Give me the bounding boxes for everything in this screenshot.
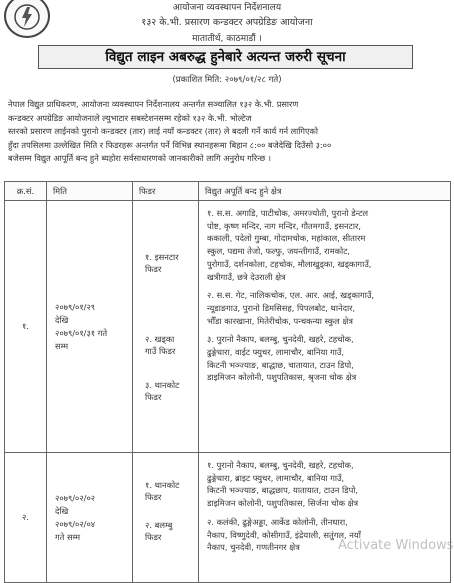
area-line: खत्रीगाउँ, छत्रे देउराली क्षेत्र xyxy=(207,271,286,282)
area-item xyxy=(207,333,446,384)
area-item xyxy=(207,289,446,327)
date-line: २०७९/०१/३१ गते xyxy=(55,327,108,338)
area-line: किटनी भञ्ज्याङ, बाद्धाछ, चातायात, टाउन डिपो, xyxy=(207,359,354,370)
area-line: नैकाप, चुनदेवी, गणतीनगर क्षेत्र xyxy=(207,542,300,553)
table-header-row xyxy=(5,182,451,201)
area-line: न्यूडाङगाउ, पुरानो डिमसिसह, पिपलबोट, थानेदार, xyxy=(207,302,356,313)
area-line: डाइमिजन कोलोनी, पशुपतिकास, सिर्जना चोक क्षेत्र xyxy=(207,498,359,509)
feeder-suffix: फिडर xyxy=(145,492,162,502)
area-line: १. पुरानो नैकाप, बलम्बु, चुनदेवी, खहरे, टहचोक, xyxy=(207,460,354,470)
date-line: २०७९/०२/०२ xyxy=(55,492,96,503)
row-serial: १. xyxy=(5,201,47,453)
column-header-sn: क्र.सं. xyxy=(5,182,47,201)
directorate-name: आयोजना व्यवस्थापन निर्देशनालय xyxy=(172,3,282,13)
area-line: स्कुल, पद्यमा तेजो, फल्फु, जयन्तीगाउँ, रामकोट, xyxy=(207,246,351,257)
area-line: ढुङ्गेधारा, ब्राइट फ्युचर, लामाचौर, बानिया गाउँ, xyxy=(207,472,345,483)
table-row xyxy=(5,453,451,583)
feeder-item xyxy=(145,379,198,403)
feeder-suffix: फिडर xyxy=(145,532,162,542)
feeder-item xyxy=(145,519,198,543)
project-name: १३२ के.भी. प्रसारण कन्डक्टर अपग्रेडिङ आयोजना xyxy=(141,17,313,28)
area-line: भौँडा कारखाना, मितेरीचोक, पन्चकन्या स्कुल क्षेत्र xyxy=(207,315,353,326)
notice-title: विद्युत लाइन अबरुद्ध हुनेबारे अत्यन्त जरुरी सूचना xyxy=(38,45,413,69)
area-item xyxy=(207,207,446,283)
row-areas xyxy=(199,453,454,583)
date-line: सम्म xyxy=(55,340,69,351)
column-header-feeder: फिडर xyxy=(133,182,199,201)
area-line: १. स.स. अगाडि, पाटीचोक, अमरज्योती, पुरानो डेन्टल xyxy=(207,208,369,218)
area-line: २. स.स. गेट, नालिकचोक, एल. आर. आई, खड्कागाउँ, xyxy=(207,290,375,301)
row-areas xyxy=(199,201,451,453)
row-feeders xyxy=(133,453,199,583)
notice-body-line: नेपाल विद्युत प्राधिकरण, आयोजना व्यवस्थापन निर्देशनालय अन्तर्गत सञ्चालित १३२ के.भी. प्रसारण xyxy=(8,99,299,109)
date-line: देखि xyxy=(55,505,69,516)
area-line: पोष्ट, कृष्ण मन्दिर, नाग मन्दिर, गौतमगाउँ, इसनटार, xyxy=(207,220,362,231)
feeder-suffix: गाउँ फिडर xyxy=(145,346,176,356)
notice-body-line: बजेसम्म विद्युत आपूर्ति बन्द हुने ब्यहोरा सर्वसाधारणको जानकारीको लागि अनुरोध गरिन्छ । xyxy=(8,153,272,163)
office-address: मातातीर्थ, काठमाडौं । xyxy=(192,34,262,44)
feeder-name: २. बलम्बु xyxy=(145,520,173,530)
publish-date: (प्रकाशित मिति: २०७९/०१/२८ गते) xyxy=(172,75,282,85)
feeder-suffix: फिडर xyxy=(145,392,162,402)
feeder-item xyxy=(145,333,198,357)
area-line: किटनी भञ्ज्याङ, बाद्धछाप, यातायात, टाउन डिपो, xyxy=(207,485,359,496)
area-line: ढुङ्गेधारा, वाईट फ्युचर, लामाचौर, बानिया गाउँ, xyxy=(207,347,345,358)
activation-watermark: Activate Windows xyxy=(338,538,454,553)
date-line: गते सम्म xyxy=(55,531,81,542)
letterhead xyxy=(0,0,454,50)
feeder-name: ३. थानकोट xyxy=(145,380,180,390)
notice-body-line: कन्डक्टर अपग्रेडिङ आयोजनाले ल्युभाटार सबस्टेशनसम्म रहेको १३२ के.भी. भोल्टेज xyxy=(8,112,252,123)
row-date xyxy=(47,453,133,583)
feeder-name: १. इसनटार xyxy=(145,252,179,262)
row-date xyxy=(47,201,133,453)
area-item xyxy=(207,459,446,510)
area-line: पुरोगाउँ, दर्शनकोला, टहचोक, मौलाखुड्का, खड्कागाउँ, xyxy=(207,258,372,269)
row-serial: २. xyxy=(5,453,47,583)
area-line: २. कलंकी, ढुङ्गेअड्डा, आर्केड कोलोनी, तीनधारा, xyxy=(207,516,348,527)
area-line: डाइमिजन कोलोनी, पशुपतिकास, श्रृजना चोक क्षेत्र xyxy=(207,372,357,383)
date-line: २०७९/०२/०४ xyxy=(55,518,96,529)
notice-body-line: स्तरको प्रसारण लाईनको पुरानो कन्डक्टर (तार) लाई नयाँ कन्डक्टर (तार) ले बदली गर्ने कार्य गर्न लागिएको xyxy=(8,126,318,136)
row-feeders xyxy=(133,201,199,453)
outage-schedule-table xyxy=(4,181,454,583)
area-line: ३. पुरानो नैकाप, बलम्बु, चुनदेवी, खहरे, टहचोक, xyxy=(207,334,354,345)
column-header-area: विद्युत अपूर्ति बन्द हुने क्षेत्र xyxy=(199,182,451,201)
notice-body-line: हुँदा तपसिलमा उल्लेखित मिति र फिडरहरू अन्तर्गत पर्ने विभिन्न स्थानहरूमा बिहान ८:०० बजेदेखि दिउँसो ३:०० xyxy=(8,139,332,150)
feeder-item xyxy=(145,479,198,503)
feeder-name: २. खड्का xyxy=(145,334,175,344)
notice-body xyxy=(8,98,448,166)
table-row xyxy=(5,201,451,453)
column-header-date: मिति xyxy=(47,182,133,201)
feeder-name: १. थानकोट xyxy=(145,480,180,490)
date-line: देखि xyxy=(55,314,69,325)
area-line: ककाली, पदेलो गुम्बा, गोदामचोक, महांकाल, सीतारम xyxy=(207,233,366,244)
feeder-item xyxy=(145,251,198,275)
feeder-suffix: फिडर xyxy=(145,264,162,274)
date-line: २०७९/०१/२९ xyxy=(55,301,96,312)
area-line: नैकाप, विष्णुदेवी, कोसीगाउँ, इंद्रेयाली, सतुंगल, नयाँ xyxy=(207,529,361,540)
